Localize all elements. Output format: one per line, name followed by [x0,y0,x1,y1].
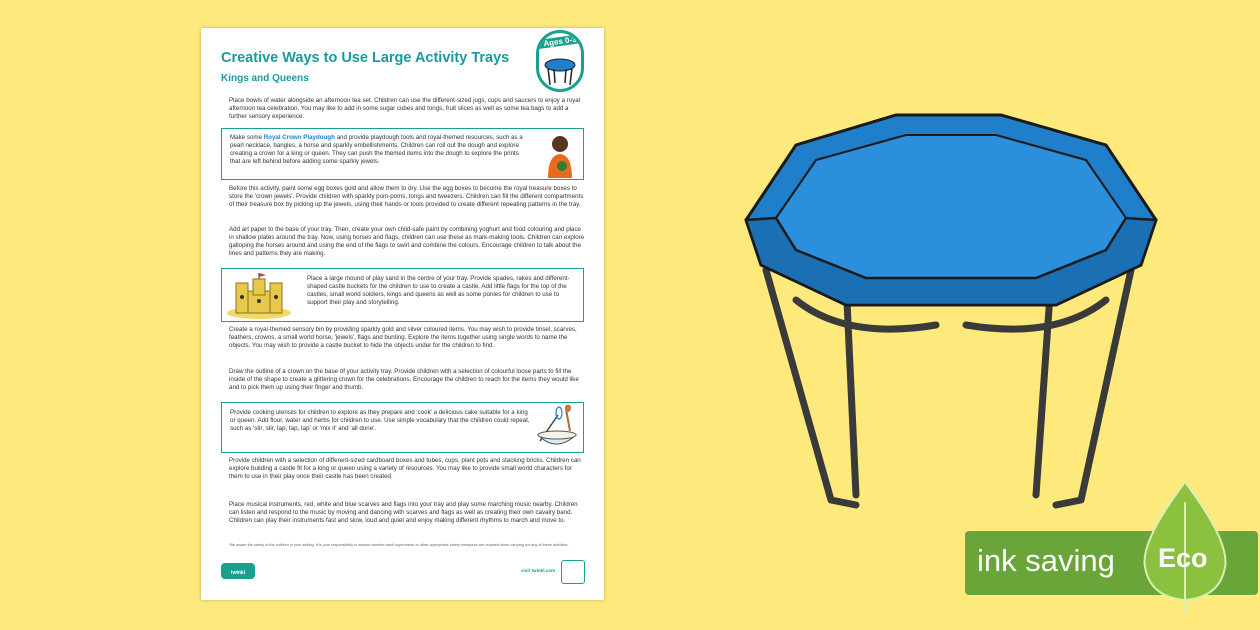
activity-music: Place musical instruments, red, white and blue scarves and flags into your tray and play some marching music nearby. Children can listen and respond to the music by moving and dancing with scarves and flags as well as creating their own cavalry band. Children can play their instruments fast and slow, loud and quiet and enjoy making different rhythms to march and move to. [229,501,578,524]
activity-tea-party: Place bowls of water alongside an afternoon tea set. Children can use the different-sized jugs, cups and saucers to enjoy a royal afternoon tea celebration. You may like to add in some sugar cubes and tongs, fruit slices as well as some tea bags to add a further sensory experience. [229,97,581,120]
activity-tray-image [736,100,1166,520]
activity-box-baking [221,402,584,453]
page-subtitle: Kings and Queens [221,73,309,84]
mixing-bowl-icon [532,405,580,451]
activity-castle-building: Provide children with a selection of different-sized cardboard boxes and tubes, cups, plant pots and stacking bricks. Children can explore building a castle fit for a king or queen using a variety of resources. You may like to provide small world characters for them to use in their play once their castle has been created. [229,457,581,480]
page-title: Creative Ways to Use Large Activity Trays [221,50,510,66]
royal-crown-playdough-link[interactable]: Royal Crown Playdough [263,134,335,141]
activity-baking: Provide cooking utensils for children to explore as they prepare and 'cook' a delicious cake suitable for a king or queen. Add flour, water and herbs for children to use. Use simple vocabulary that the children could repeat, such as 'stir, stir, tap, tap, tap' or 'mix it' and 'all done'. [230,409,530,432]
footer-stamp [561,560,585,584]
activity-treasure-boxes: Before this activity, paint some egg boxes gold and allow them to dry. Use the egg boxes to become the royal treasure boxes to store the 'crown jewels'. Provide children with sparkly pom-poms, tongs and tweezers. Children can fill the different compartments of their treasure box by picking up the jewels, using their hands or tools provided to create different repeating patterns in the tray. [229,185,584,208]
age-badge-label: Ages 0-3 [539,34,582,49]
activity-crown-outline: Draw the outline of a crown on the base of your activity tray. Provide children with a selection of colourful loose parts to fill the inside of the shape to create a glittering crown for the celebrations. Encourage the children to reach for the items they would like and to pick them up using their finger and thumb. [229,368,579,391]
document-preview [201,28,604,600]
activity-mark-making: Add art paper to the base of your tray. Then, create your own child-safe paint by combining yoghurt and food colouring and place in shallow plates around the tray. Now, using horses and flags, children can use these as mark-making tools. Children can explore galloping the horses around and using the end of the flags to swirl and combine the colours. Encourage children to talk about the lines and patterns they are making. [229,226,585,257]
ink-saving-text: ink saving [977,543,1115,578]
age-badge [536,30,584,92]
activity-box-playdough [221,128,584,180]
child-illustration-icon [540,133,580,178]
activity-sand-castle: Place a large mound of play sand in the centre of your tray. Provide spades, rakes and different-shaped castle buckets for the children to use to create a castle. Add little flags for the top of the castles, small world soldiers, kings and queens as well as some ponies for children to use to support their play and storytelling. [307,275,570,306]
tray-badge-icon [543,57,577,87]
activity-box-sand-castle [221,268,584,322]
activity-playdough: Make some Royal Crown Playdough and provide playdough tools and royal-themed resources, such as a pearl necklace, bangles, a horse and sparkly embellishments. Children can roll out the dough and explore creating a crown for a king or queen. They can push the themed items into the dough to explore the prints that are left behind before adding some sparkly jewels. [230,134,523,165]
activity-sensory-bin: Create a royal-themed sensory bin by providing sparkly gold and silver coloured items. You may wish to provide tinsel, scarves, feathers, crowns, a small world horse, 'jewels', flags and bunting. Explore the items together using single words to name the objects. You may wish to provide a castle bucket to hide the objects under for the children to find. [229,326,577,349]
sand-castle-icon [226,273,292,319]
footer-url[interactable]: visit twinkl.com [521,568,556,573]
safety-disclaimer: *Be aware the safety of the children in your setting. It is your responsibility to assess whether adult supervision or other appropriate safety measures are required when carrying out any of these activities. [229,543,569,547]
svg-text:twinkl: twinkl [230,570,246,576]
twinkl-logo [221,561,255,586]
eco-label: Eco [1158,543,1208,573]
